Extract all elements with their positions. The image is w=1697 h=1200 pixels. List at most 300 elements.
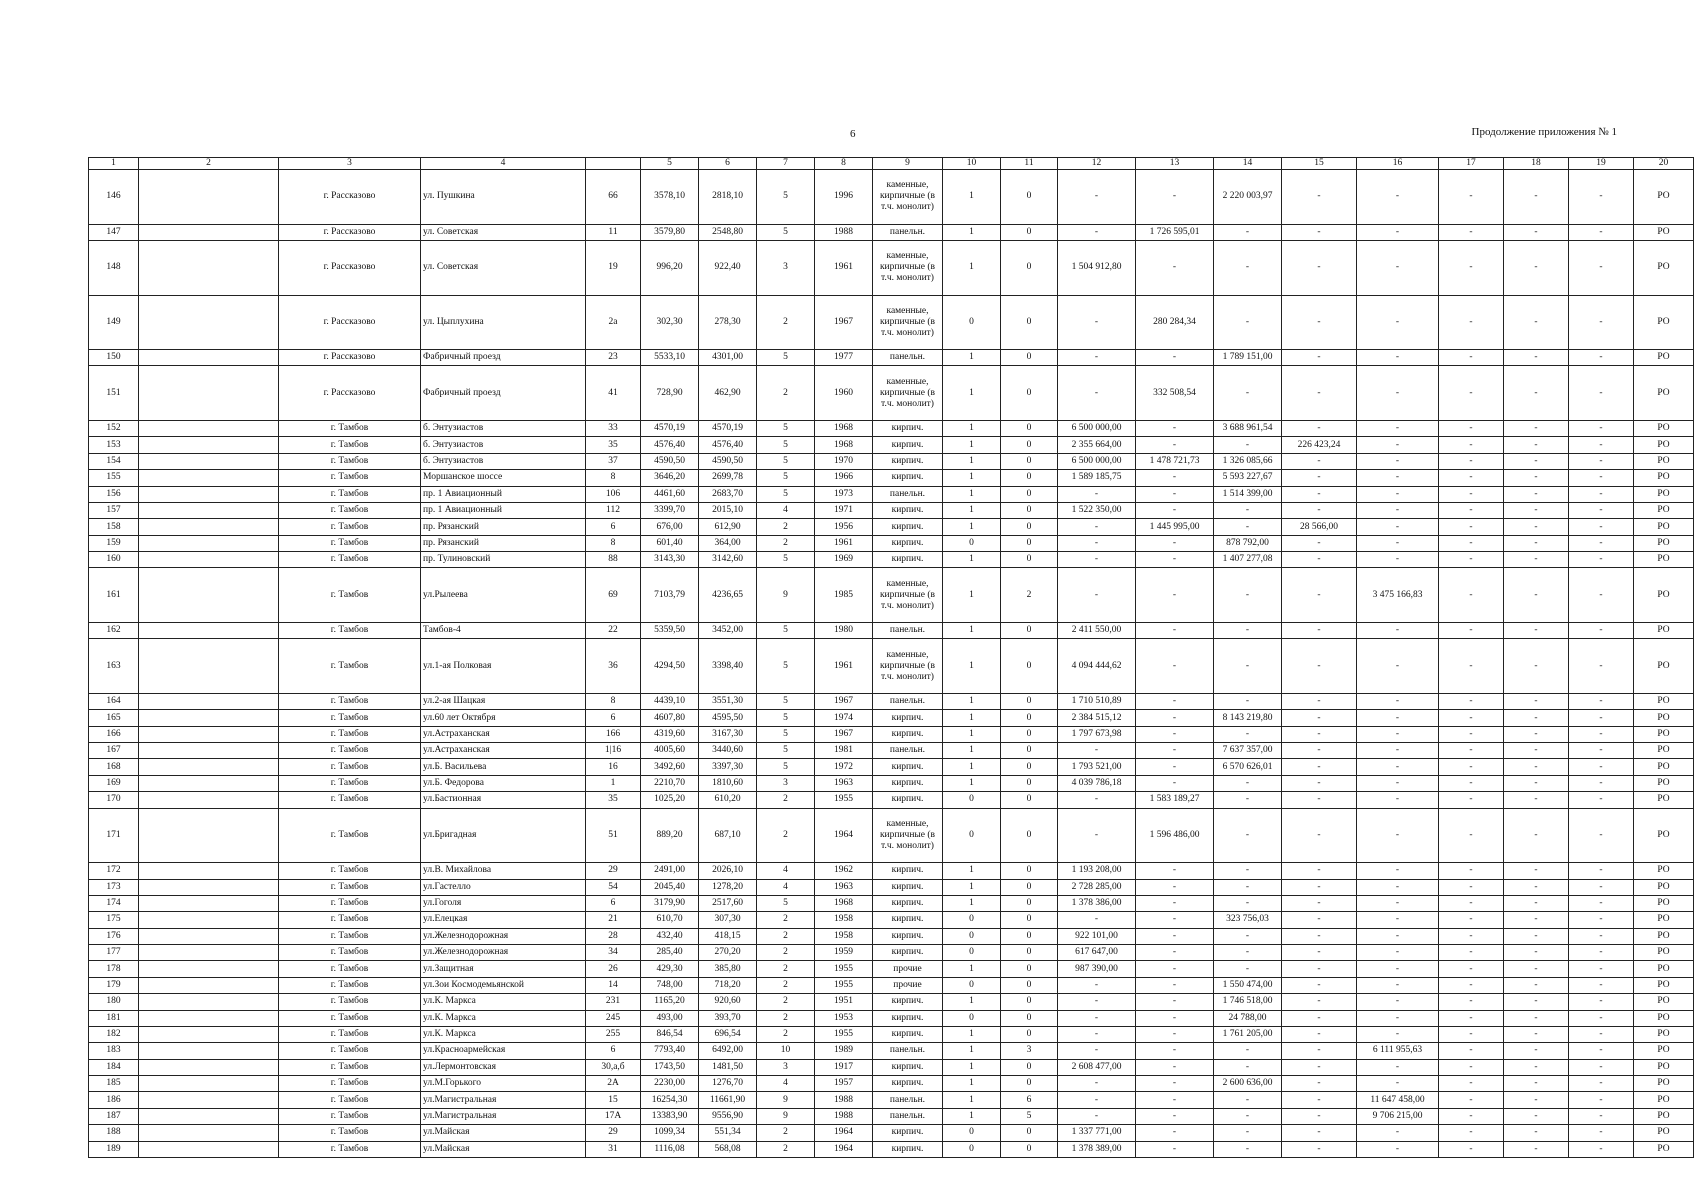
table-cell: 5 xyxy=(757,552,815,568)
table-cell: 1961 xyxy=(815,639,873,694)
table-cell: 69 xyxy=(586,568,641,623)
table-cell: 1989 xyxy=(815,1043,873,1059)
table-cell: - xyxy=(1357,350,1439,366)
table-cell: - xyxy=(1569,710,1634,726)
table-cell: - xyxy=(1569,295,1634,350)
page-number: 6 xyxy=(850,128,856,140)
table-cell: - xyxy=(1214,639,1282,694)
table-row xyxy=(89,639,1694,694)
table-cell: - xyxy=(1058,170,1136,225)
table-cell: 2 xyxy=(757,928,815,944)
table-cell: - xyxy=(1136,437,1214,453)
table-cell: 1968 xyxy=(815,437,873,453)
table-cell: - xyxy=(1282,170,1357,225)
table-cell: кирпич. xyxy=(873,1059,943,1075)
table-cell: - xyxy=(1439,994,1504,1010)
table-cell: - xyxy=(1504,726,1569,742)
table-cell: ул.Гоголя xyxy=(421,895,586,911)
table-cell: 160 xyxy=(89,552,139,568)
table-cell: 1 xyxy=(943,350,1001,366)
table-cell xyxy=(139,1092,279,1108)
table-cell: ул.Астраханская xyxy=(421,726,586,742)
table-cell: - xyxy=(1136,240,1214,295)
table-cell: - xyxy=(1214,895,1282,911)
table-cell: - xyxy=(1504,879,1569,895)
table-cell: - xyxy=(1357,486,1439,502)
table-cell: 51 xyxy=(586,808,641,863)
table-cell: РО xyxy=(1634,1043,1694,1059)
table-cell: 2 728 285,00 xyxy=(1058,879,1136,895)
table-cell: 1 504 912,80 xyxy=(1058,240,1136,295)
table-cell: 5 xyxy=(757,693,815,709)
table-cell: 4607,80 xyxy=(641,710,699,726)
table-cell: ул.60 лет Октября xyxy=(421,710,586,726)
table-cell: 1967 xyxy=(815,693,873,709)
table-cell: 1 589 185,75 xyxy=(1058,470,1136,486)
table-cell: 1 xyxy=(943,366,1001,421)
table-cell: 154 xyxy=(89,453,139,469)
table-cell: - xyxy=(1569,519,1634,535)
table-cell xyxy=(139,928,279,944)
table-cell: 4 039 786,18 xyxy=(1058,775,1136,791)
table-cell: 2699,78 xyxy=(699,470,757,486)
table-row xyxy=(89,366,1694,421)
table-cell: ул.1-ая Полковая xyxy=(421,639,586,694)
column-header: 19 xyxy=(1569,158,1634,170)
table-cell: 1 xyxy=(943,623,1001,639)
table-cell: г. Тамбов xyxy=(279,1092,421,1108)
table-cell: - xyxy=(1136,552,1214,568)
table-cell xyxy=(139,1125,279,1141)
table-cell xyxy=(139,895,279,911)
table-cell: - xyxy=(1569,170,1634,225)
table-cell: - xyxy=(1136,1092,1214,1108)
table-cell: 1 xyxy=(586,775,641,791)
table-cell: РО xyxy=(1634,726,1694,742)
table-cell: - xyxy=(1569,502,1634,518)
table-cell: г. Тамбов xyxy=(279,726,421,742)
table-cell: 612,90 xyxy=(699,519,757,535)
table-cell: 1970 xyxy=(815,453,873,469)
table-cell: - xyxy=(1357,552,1439,568)
table-cell: г. Тамбов xyxy=(279,994,421,1010)
table-cell: 0 xyxy=(943,912,1001,928)
table-cell: - xyxy=(1504,535,1569,551)
table-cell: 1 xyxy=(943,486,1001,502)
table-cell: 153 xyxy=(89,437,139,453)
table-cell: 36 xyxy=(586,639,641,694)
table-cell: - xyxy=(1136,535,1214,551)
table-cell: - xyxy=(1058,552,1136,568)
table-cell: 0 xyxy=(1001,928,1058,944)
table-cell: 172 xyxy=(89,863,139,879)
table-cell: кирпич. xyxy=(873,535,943,551)
table-cell: 568,08 xyxy=(699,1141,757,1157)
table-cell: - xyxy=(1282,743,1357,759)
table-cell: - xyxy=(1569,453,1634,469)
table-cell: - xyxy=(1357,535,1439,551)
table-cell: - xyxy=(1136,928,1214,944)
table-cell: 2 xyxy=(757,994,815,1010)
table-cell: 2 600 636,00 xyxy=(1214,1076,1282,1092)
table-cell: 0 xyxy=(1001,240,1058,295)
table-cell: 1 xyxy=(943,775,1001,791)
table-cell: 0 xyxy=(1001,519,1058,535)
table-cell: 2210,70 xyxy=(641,775,699,791)
table-cell: - xyxy=(1504,912,1569,928)
table-cell: - xyxy=(1439,295,1504,350)
table-cell: - xyxy=(1136,1026,1214,1042)
table-cell: 88 xyxy=(586,552,641,568)
table-cell: 1 xyxy=(943,224,1001,240)
table-cell: 1 550 474,00 xyxy=(1214,977,1282,993)
table-cell: - xyxy=(1136,710,1214,726)
table-cell: каменные, кирпичные (в т.ч. монолит) xyxy=(873,295,943,350)
table-cell: - xyxy=(1569,470,1634,486)
table-cell: каменные, кирпичные (в т.ч. монолит) xyxy=(873,568,943,623)
table-cell: - xyxy=(1439,961,1504,977)
table-cell: 0 xyxy=(1001,552,1058,568)
table-cell: - xyxy=(1439,535,1504,551)
table-cell: пр. 1 Авиационный xyxy=(421,502,586,518)
table-cell: г. Тамбов xyxy=(279,623,421,639)
table-row xyxy=(89,693,1694,709)
table-cell: - xyxy=(1439,1092,1504,1108)
table-cell: 0 xyxy=(1001,775,1058,791)
table-cell: 307,30 xyxy=(699,912,757,928)
table-cell xyxy=(139,1043,279,1059)
table-cell: ул.Лермонтовская xyxy=(421,1059,586,1075)
table-cell: 168 xyxy=(89,759,139,775)
table-row xyxy=(89,470,1694,486)
table-cell: 0 xyxy=(1001,863,1058,879)
table-cell: - xyxy=(1282,912,1357,928)
table-cell: г. Тамбов xyxy=(279,945,421,961)
table-cell: 748,00 xyxy=(641,977,699,993)
table-cell: 152 xyxy=(89,421,139,437)
table-cell: 1 xyxy=(943,693,1001,709)
column-header: 16 xyxy=(1357,158,1439,170)
table-cell: - xyxy=(1058,977,1136,993)
column-header: 10 xyxy=(943,158,1001,170)
table-cell: 1 xyxy=(943,1108,1001,1124)
table-cell: 157 xyxy=(89,502,139,518)
table-cell: кирпич. xyxy=(873,1076,943,1092)
table-row xyxy=(89,1141,1694,1157)
table-cell: - xyxy=(1282,994,1357,1010)
table-cell: 1 761 205,00 xyxy=(1214,1026,1282,1042)
table-cell: - xyxy=(1504,1059,1569,1075)
table-cell: 148 xyxy=(89,240,139,295)
table-cell: - xyxy=(1569,421,1634,437)
table-cell: ул.Б. Васильева xyxy=(421,759,586,775)
table-cell xyxy=(139,759,279,775)
table-cell: РО xyxy=(1634,1076,1694,1092)
table-cell: - xyxy=(1357,170,1439,225)
table-cell: 1988 xyxy=(815,1092,873,1108)
table-cell: - xyxy=(1504,170,1569,225)
table-cell: - xyxy=(1569,224,1634,240)
table-cell: - xyxy=(1136,895,1214,911)
table-cell: г. Тамбов xyxy=(279,710,421,726)
table-cell: - xyxy=(1282,623,1357,639)
table-cell: 3492,60 xyxy=(641,759,699,775)
table-cell: 6 570 626,01 xyxy=(1214,759,1282,775)
table-cell: РО xyxy=(1634,350,1694,366)
table-cell: - xyxy=(1282,1043,1357,1059)
table-cell: кирпич. xyxy=(873,945,943,961)
table-cell: 3 475 166,83 xyxy=(1357,568,1439,623)
table-cell: - xyxy=(1439,879,1504,895)
table-cell: 5 xyxy=(757,421,815,437)
table-cell: - xyxy=(1058,568,1136,623)
table-cell: г. Тамбов xyxy=(279,895,421,911)
table-cell: 2 xyxy=(757,792,815,808)
table-cell: 1743,50 xyxy=(641,1059,699,1075)
table-cell: 676,00 xyxy=(641,519,699,535)
table-cell: - xyxy=(1058,366,1136,421)
table-cell xyxy=(139,1076,279,1092)
table-cell: кирпич. xyxy=(873,502,943,518)
table-cell: 3142,60 xyxy=(699,552,757,568)
table-cell: г. Тамбов xyxy=(279,453,421,469)
table-cell: - xyxy=(1439,1141,1504,1157)
table-cell: 167 xyxy=(89,743,139,759)
table-cell: 151 xyxy=(89,366,139,421)
table-cell: 184 xyxy=(89,1059,139,1075)
table-cell: каменные, кирпичные (в т.ч. монолит) xyxy=(873,639,943,694)
table-cell: 7 637 357,00 xyxy=(1214,743,1282,759)
table-cell: 4590,50 xyxy=(699,453,757,469)
table-cell: каменные, кирпичные (в т.ч. монолит) xyxy=(873,170,943,225)
table-cell: 1 326 085,66 xyxy=(1214,453,1282,469)
table-cell: 13383,90 xyxy=(641,1108,699,1124)
table-cell: - xyxy=(1439,710,1504,726)
table-cell: кирпич. xyxy=(873,895,943,911)
table-cell: 155 xyxy=(89,470,139,486)
table-cell: - xyxy=(1504,1141,1569,1157)
table-cell: 1 746 518,00 xyxy=(1214,994,1282,1010)
table-cell: - xyxy=(1504,977,1569,993)
table-cell: - xyxy=(1357,863,1439,879)
table-row xyxy=(89,170,1694,225)
table-cell: 1977 xyxy=(815,350,873,366)
table-cell: 1980 xyxy=(815,623,873,639)
table-cell: - xyxy=(1282,240,1357,295)
table-cell: - xyxy=(1439,693,1504,709)
table-cell: г. Тамбов xyxy=(279,1026,421,1042)
table-cell: ул.Магистральная xyxy=(421,1108,586,1124)
table-cell: 2517,60 xyxy=(699,895,757,911)
table-cell: кирпич. xyxy=(873,421,943,437)
table-cell: панельн. xyxy=(873,693,943,709)
table-cell: - xyxy=(1136,1043,1214,1059)
table-cell: - xyxy=(1136,502,1214,518)
table-cell: 3 xyxy=(757,240,815,295)
table-cell: 0 xyxy=(1001,945,1058,961)
table-cell: - xyxy=(1282,895,1357,911)
table-cell: 1 xyxy=(943,453,1001,469)
table-cell: 174 xyxy=(89,895,139,911)
table-row xyxy=(89,502,1694,518)
table-cell: - xyxy=(1136,863,1214,879)
table-cell: 2 xyxy=(757,961,815,977)
table-cell: - xyxy=(1282,945,1357,961)
table-cell: - xyxy=(1136,170,1214,225)
table-cell: - xyxy=(1569,1108,1634,1124)
table-cell: - xyxy=(1282,224,1357,240)
table-cell: - xyxy=(1439,502,1504,518)
housing-register-table xyxy=(88,157,1694,1158)
table-cell xyxy=(139,743,279,759)
table-cell: - xyxy=(1504,295,1569,350)
table-cell: 3579,80 xyxy=(641,224,699,240)
table-cell: 231 xyxy=(586,994,641,1010)
table-cell: 1961 xyxy=(815,240,873,295)
table-cell: 1 xyxy=(943,639,1001,694)
table-cell: 1 378 386,00 xyxy=(1058,895,1136,911)
table-cell: 1|16 xyxy=(586,743,641,759)
table-cell: - xyxy=(1504,350,1569,366)
table-cell: - xyxy=(1569,1026,1634,1042)
table-cell: 179 xyxy=(89,977,139,993)
table-cell: 0 xyxy=(1001,535,1058,551)
table-cell: РО xyxy=(1634,775,1694,791)
table-cell: 176 xyxy=(89,928,139,944)
column-header xyxy=(586,158,641,170)
table-cell: - xyxy=(1136,623,1214,639)
table-cell: 1 xyxy=(943,994,1001,1010)
table-cell: кирпич. xyxy=(873,879,943,895)
table-cell xyxy=(139,693,279,709)
table-cell: - xyxy=(1136,945,1214,961)
table-cell: 35 xyxy=(586,792,641,808)
table-cell: - xyxy=(1504,453,1569,469)
table-cell: 165 xyxy=(89,710,139,726)
table-cell: 226 423,24 xyxy=(1282,437,1357,453)
table-cell: - xyxy=(1504,1092,1569,1108)
table-cell: 0 xyxy=(943,295,1001,350)
table-cell: РО xyxy=(1634,1026,1694,1042)
table-cell: 1 xyxy=(943,552,1001,568)
table-cell: - xyxy=(1282,710,1357,726)
table-cell: РО xyxy=(1634,552,1694,568)
table-cell: 1961 xyxy=(815,535,873,551)
table-cell: 0 xyxy=(1001,639,1058,694)
table-cell: 29 xyxy=(586,863,641,879)
table-cell: - xyxy=(1282,568,1357,623)
table-cell: РО xyxy=(1634,863,1694,879)
table-cell: РО xyxy=(1634,945,1694,961)
table-cell: - xyxy=(1214,863,1282,879)
table-cell: кирпич. xyxy=(873,928,943,944)
table-cell: панельн. xyxy=(873,623,943,639)
table-cell: 2683,70 xyxy=(699,486,757,502)
table-cell: кирпич. xyxy=(873,1026,943,1042)
table-cell: 846,54 xyxy=(641,1026,699,1042)
table-cell: б. Энтузиастов xyxy=(421,437,586,453)
table-cell: - xyxy=(1504,470,1569,486)
table-cell: - xyxy=(1357,895,1439,911)
table-cell: РО xyxy=(1634,1092,1694,1108)
table-cell: г. Тамбов xyxy=(279,470,421,486)
table-cell: 5 xyxy=(757,170,815,225)
table-cell: 9 xyxy=(757,568,815,623)
table-cell xyxy=(139,775,279,791)
table-cell: 1967 xyxy=(815,726,873,742)
table-cell: 3179,90 xyxy=(641,895,699,911)
table-cell: 0 xyxy=(1001,224,1058,240)
table-cell: - xyxy=(1058,1043,1136,1059)
table-row xyxy=(89,224,1694,240)
table-cell: 1917 xyxy=(815,1059,873,1075)
table-cell: - xyxy=(1214,726,1282,742)
table-cell: 162 xyxy=(89,623,139,639)
table-cell: 1 xyxy=(943,726,1001,742)
column-header: 14 xyxy=(1214,158,1282,170)
table-cell xyxy=(139,486,279,502)
table-cell: 54 xyxy=(586,879,641,895)
table-cell: - xyxy=(1569,961,1634,977)
table-cell: 1972 xyxy=(815,759,873,775)
table-cell: РО xyxy=(1634,486,1694,502)
table-cell: 1988 xyxy=(815,224,873,240)
table-cell: 5 xyxy=(757,437,815,453)
table-cell xyxy=(139,994,279,1010)
table-cell: 2 xyxy=(1001,568,1058,623)
table-cell xyxy=(139,726,279,742)
table-cell: - xyxy=(1058,1076,1136,1092)
table-row xyxy=(89,568,1694,623)
table-cell: - xyxy=(1439,1108,1504,1124)
table-cell: - xyxy=(1357,977,1439,993)
table-cell xyxy=(139,240,279,295)
table-cell: - xyxy=(1282,1108,1357,1124)
table-cell: РО xyxy=(1634,535,1694,551)
table-cell: - xyxy=(1504,502,1569,518)
table-cell: 170 xyxy=(89,792,139,808)
table-cell: - xyxy=(1569,895,1634,911)
table-cell: - xyxy=(1282,1092,1357,1108)
table-cell: 3551,30 xyxy=(699,693,757,709)
table-cell: кирпич. xyxy=(873,759,943,775)
table-cell: 5 xyxy=(757,895,815,911)
table-cell: ул.Бастионная xyxy=(421,792,586,808)
table-cell: РО xyxy=(1634,1125,1694,1141)
table-cell: панельн. xyxy=(873,350,943,366)
table-cell: - xyxy=(1504,552,1569,568)
table-row xyxy=(89,350,1694,366)
table-cell: ул. Советская xyxy=(421,240,586,295)
table-cell: 8 xyxy=(586,470,641,486)
table-cell: - xyxy=(1504,437,1569,453)
table-cell: 0 xyxy=(1001,453,1058,469)
table-cell: 161 xyxy=(89,568,139,623)
table-cell: г. Рассказово xyxy=(279,240,421,295)
table-cell xyxy=(139,1141,279,1157)
table-cell: - xyxy=(1439,170,1504,225)
table-cell: ул.Бригадная xyxy=(421,808,586,863)
table-cell: 112 xyxy=(586,502,641,518)
table-cell: - xyxy=(1058,519,1136,535)
table-cell xyxy=(139,1010,279,1026)
table-cell: 718,20 xyxy=(699,977,757,993)
table-cell: - xyxy=(1282,759,1357,775)
table-cell: - xyxy=(1357,759,1439,775)
table-row xyxy=(89,775,1694,791)
table-cell: г. Тамбов xyxy=(279,535,421,551)
table-cell: - xyxy=(1504,1076,1569,1092)
